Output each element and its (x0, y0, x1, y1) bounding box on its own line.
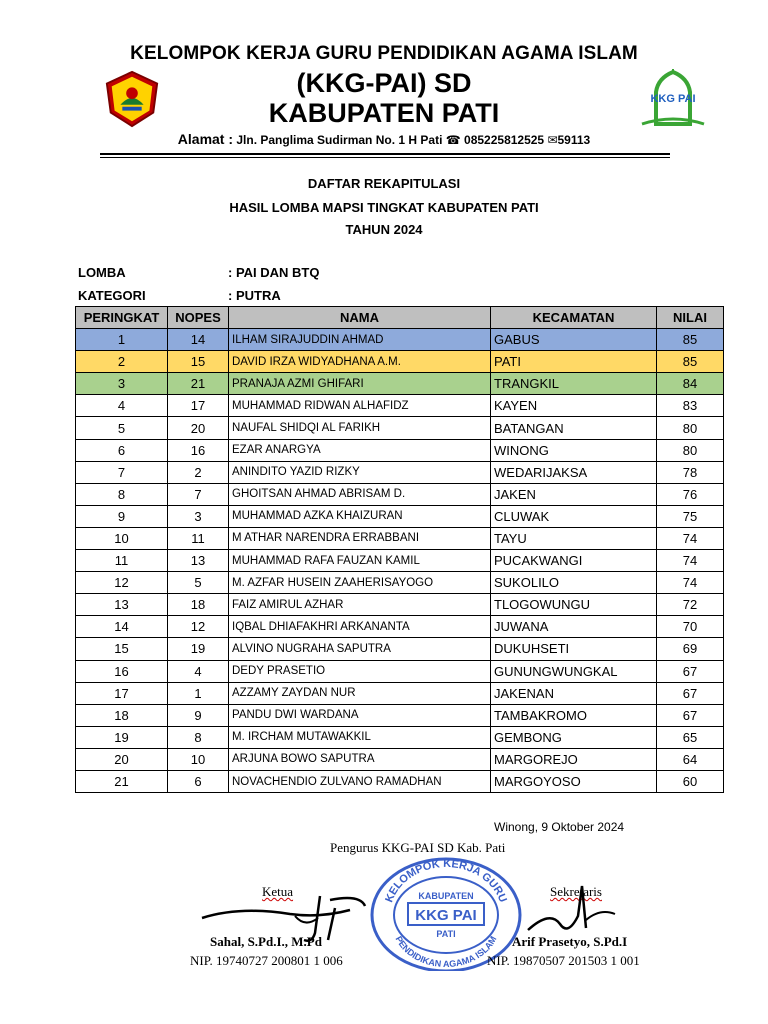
cell-peringkat: 14 (76, 616, 168, 638)
cell-nopes: 5 (168, 572, 229, 594)
cell-nopes: 15 (168, 351, 229, 373)
cell-kecamatan: PATI (491, 351, 657, 373)
cell-nilai: 85 (657, 329, 724, 351)
meta-kategori (78, 288, 281, 303)
cell-kecamatan: MARGOREJO (491, 748, 657, 770)
table-row (76, 550, 724, 572)
cell-peringkat: 2 (76, 351, 168, 373)
secretary-label: Sekretaris (550, 884, 602, 899)
header-nama: NAMA (229, 307, 491, 329)
cell-peringkat: 5 (76, 417, 168, 439)
cell-nilai: 74 (657, 550, 724, 572)
cell-peringkat: 19 (76, 726, 168, 748)
cell-nopes: 8 (168, 726, 229, 748)
cell-kecamatan: WEDARIJAKSA (491, 461, 657, 483)
cell-nilai: 83 (657, 395, 724, 417)
table-row (76, 329, 724, 351)
meta-lomba-value: : PAI DAN BTQ (228, 265, 320, 280)
cell-nilai: 85 (657, 351, 724, 373)
cell-kecamatan: KAYEN (491, 395, 657, 417)
cell-nilai: 84 (657, 373, 724, 395)
header-nopes: NOPES (168, 307, 229, 329)
cell-nama: ALVINO NUGRAHA SAPUTRA (229, 638, 491, 660)
cell-nopes: 4 (168, 660, 229, 682)
table-row (76, 682, 724, 704)
place-date: Winong, 9 Oktober 2024 (494, 820, 625, 834)
cell-nilai: 60 (657, 770, 724, 792)
cell-nama: NAUFAL SHIDQI AL FARIKH (229, 417, 491, 439)
cell-nilai: 72 (657, 594, 724, 616)
cell-nama: AZZAMY ZAYDAN NUR (229, 682, 491, 704)
secretary-nip: NIP. 19870507 201503 1 001 (487, 953, 640, 968)
committee-label: Pengurus KKG-PAI SD Kab. Pati (330, 840, 506, 855)
address-line (0, 131, 768, 147)
doc-year: TAHUN 2024 (345, 222, 423, 237)
table-row (76, 704, 724, 726)
table-row (76, 417, 724, 439)
cell-nama: EZAR ANARGYA (229, 439, 491, 461)
cell-nilai: 67 (657, 660, 724, 682)
table-row (76, 483, 724, 505)
cell-nama: DEDY PRASETIO (229, 660, 491, 682)
cell-nama: PRANAJA AZMI GHIFARI (229, 373, 491, 395)
cell-kecamatan: TLOGOWUNGU (491, 594, 657, 616)
cell-kecamatan: JAKENAN (491, 682, 657, 704)
cell-nama: IQBAL DHIAFAKHRI ARKANANTA (229, 616, 491, 638)
table-row (76, 373, 724, 395)
cell-nama: PANDU DWI WARDANA (229, 704, 491, 726)
cell-nilai: 67 (657, 704, 724, 726)
cell-nama: NOVACHENDIO ZULVANO RAMADHAN (229, 770, 491, 792)
header-divider-thin (100, 157, 670, 158)
secretary-name: Arif Prasetyo, S.Pd.I (512, 934, 628, 949)
header-peringkat: PERINGKAT (76, 307, 168, 329)
cell-peringkat: 8 (76, 483, 168, 505)
cell-nama: M. AZFAR HUSEIN ZAAHERISAYOGO (229, 572, 491, 594)
meta-kategori-value: : PUTRA (228, 288, 281, 303)
cell-nilai: 78 (657, 461, 724, 483)
cell-nama: ARJUNA BOWO SAPUTRA (229, 748, 491, 770)
cell-nilai: 74 (657, 527, 724, 549)
logo-text: KKG PAI (650, 93, 696, 105)
cell-peringkat: 17 (76, 682, 168, 704)
cell-peringkat: 12 (76, 572, 168, 594)
header-kecamatan: KECAMATAN (491, 307, 657, 329)
cell-peringkat: 7 (76, 461, 168, 483)
cell-kecamatan: DUKUHSETI (491, 638, 657, 660)
table-row (76, 395, 724, 417)
cell-kecamatan: TRANGKIL (491, 373, 657, 395)
table-row (76, 461, 724, 483)
cell-kecamatan: GUNUNGWUNGKAL (491, 660, 657, 682)
cell-nopes: 14 (168, 329, 229, 351)
cell-nopes: 12 (168, 616, 229, 638)
table-row (76, 726, 724, 748)
cell-peringkat: 10 (76, 527, 168, 549)
cell-nama: ANINDITO YAZID RIZKY (229, 461, 491, 483)
cell-nama: ILHAM SIRAJUDDIN AHMAD (229, 329, 491, 351)
cell-peringkat: 11 (76, 550, 168, 572)
cell-nopes: 16 (168, 439, 229, 461)
meta-kategori-label: KATEGORI (78, 288, 146, 303)
table-row (76, 594, 724, 616)
cell-peringkat: 1 (76, 329, 168, 351)
cell-peringkat: 21 (76, 770, 168, 792)
meta-lomba (78, 265, 319, 280)
cell-nopes: 3 (168, 505, 229, 527)
cell-kecamatan: TAMBAKROMO (491, 704, 657, 726)
cell-nama: M. IRCHAM MUTAWAKKIL (229, 726, 491, 748)
org-abbrev: (KKG-PAI) SD (296, 68, 472, 98)
table-row (76, 439, 724, 461)
table-row (76, 638, 724, 660)
cell-peringkat: 9 (76, 505, 168, 527)
cell-peringkat: 4 (76, 395, 168, 417)
cell-nilai: 75 (657, 505, 724, 527)
table-row (76, 527, 724, 549)
cell-nama: MUHAMMAD RAFA FAUZAN KAMIL (229, 550, 491, 572)
cell-kecamatan: GABUS (491, 329, 657, 351)
cell-kecamatan: JAKEN (491, 483, 657, 505)
cell-peringkat: 15 (76, 638, 168, 660)
cell-nopes: 20 (168, 417, 229, 439)
cell-nilai: 76 (657, 483, 724, 505)
cell-nopes: 9 (168, 704, 229, 726)
doc-subtitle: HASIL LOMBA MAPSI TINGKAT KABUPATEN PATI (229, 200, 539, 215)
table-header-row (76, 307, 724, 329)
chair-label: Ketua (262, 884, 294, 899)
cell-nilai: 64 (657, 748, 724, 770)
address-label: Alamat : (177, 131, 234, 147)
cell-nilai: 80 (657, 417, 724, 439)
cell-nama: DAVID IRZA WIDYADHANA A.M. (229, 351, 491, 373)
cell-kecamatan: SUKOLILO (491, 572, 657, 594)
stamp-line3: PATI (436, 929, 456, 939)
table-row (76, 505, 724, 527)
cell-nilai: 74 (657, 572, 724, 594)
table-row (76, 572, 724, 594)
cell-nama: MUHAMMAD AZKA KHAIZURAN (229, 505, 491, 527)
header-divider-thick (100, 153, 670, 155)
table-row (76, 616, 724, 638)
cell-nopes: 6 (168, 770, 229, 792)
header-nilai: NILAI (657, 307, 724, 329)
table-row (76, 770, 724, 792)
org-name: KELOMPOK KERJA GURU PENDIDIKAN AGAMA ISLAM (130, 43, 638, 64)
chair-nip: NIP. 19740727 200801 1 006 (190, 953, 343, 968)
stamp-line2: KKG PAI (415, 907, 477, 924)
cell-nopes: 7 (168, 483, 229, 505)
cell-nama: MUHAMMAD RIDWAN ALHAFIDZ (229, 395, 491, 417)
cell-nilai: 70 (657, 616, 724, 638)
org-regency: KABUPATEN PATI (268, 98, 500, 128)
cell-nopes: 13 (168, 550, 229, 572)
cell-nilai: 69 (657, 638, 724, 660)
results-table (75, 306, 724, 793)
cell-peringkat: 3 (76, 373, 168, 395)
meta-lomba-label: LOMBA (78, 265, 126, 280)
stamp-arc-bottom: PENDIDIKAN AGAMA ISLAM (393, 934, 499, 970)
stamp-arc-top: KELOMPOK KERJA GURU (383, 857, 509, 905)
cell-peringkat: 16 (76, 660, 168, 682)
cell-kecamatan: MARGOYOSO (491, 770, 657, 792)
cell-nilai: 65 (657, 726, 724, 748)
cell-nilai: 67 (657, 682, 724, 704)
cell-nama: GHOITSAN AHMAD ABRISAM D. (229, 483, 491, 505)
cell-nama: FAIZ AMIRUL AZHAR (229, 594, 491, 616)
cell-peringkat: 6 (76, 439, 168, 461)
address-text: Jln. Panglima Sudirman No. 1 H Pati ☎ 085225812525 ✉59113 (236, 133, 591, 147)
cell-peringkat: 20 (76, 748, 168, 770)
table-row (76, 748, 724, 770)
cell-nama: M ATHAR NARENDRA ERRABBANI (229, 527, 491, 549)
cell-nopes: 1 (168, 682, 229, 704)
cell-nopes: 17 (168, 395, 229, 417)
cell-nilai: 80 (657, 439, 724, 461)
chair-name: Sahal, S.Pd.I., M.Pd (210, 934, 322, 949)
cell-nopes: 2 (168, 461, 229, 483)
cell-kecamatan: TAYU (491, 527, 657, 549)
cell-kecamatan: CLUWAK (491, 505, 657, 527)
cell-nopes: 18 (168, 594, 229, 616)
cell-nopes: 21 (168, 373, 229, 395)
cell-nopes: 11 (168, 527, 229, 549)
stamp-line1: KABUPATEN (418, 891, 474, 901)
cell-kecamatan: BATANGAN (491, 417, 657, 439)
table-row (76, 351, 724, 373)
doc-title: DAFTAR REKAPITULASI (307, 176, 461, 191)
cell-peringkat: 13 (76, 594, 168, 616)
cell-nopes: 10 (168, 748, 229, 770)
table-row (76, 660, 724, 682)
cell-nopes: 19 (168, 638, 229, 660)
cell-kecamatan: JUWANA (491, 616, 657, 638)
cell-kecamatan: GEMBONG (491, 726, 657, 748)
cell-kecamatan: PUCAKWANGI (491, 550, 657, 572)
cell-kecamatan: WINONG (491, 439, 657, 461)
cell-peringkat: 18 (76, 704, 168, 726)
